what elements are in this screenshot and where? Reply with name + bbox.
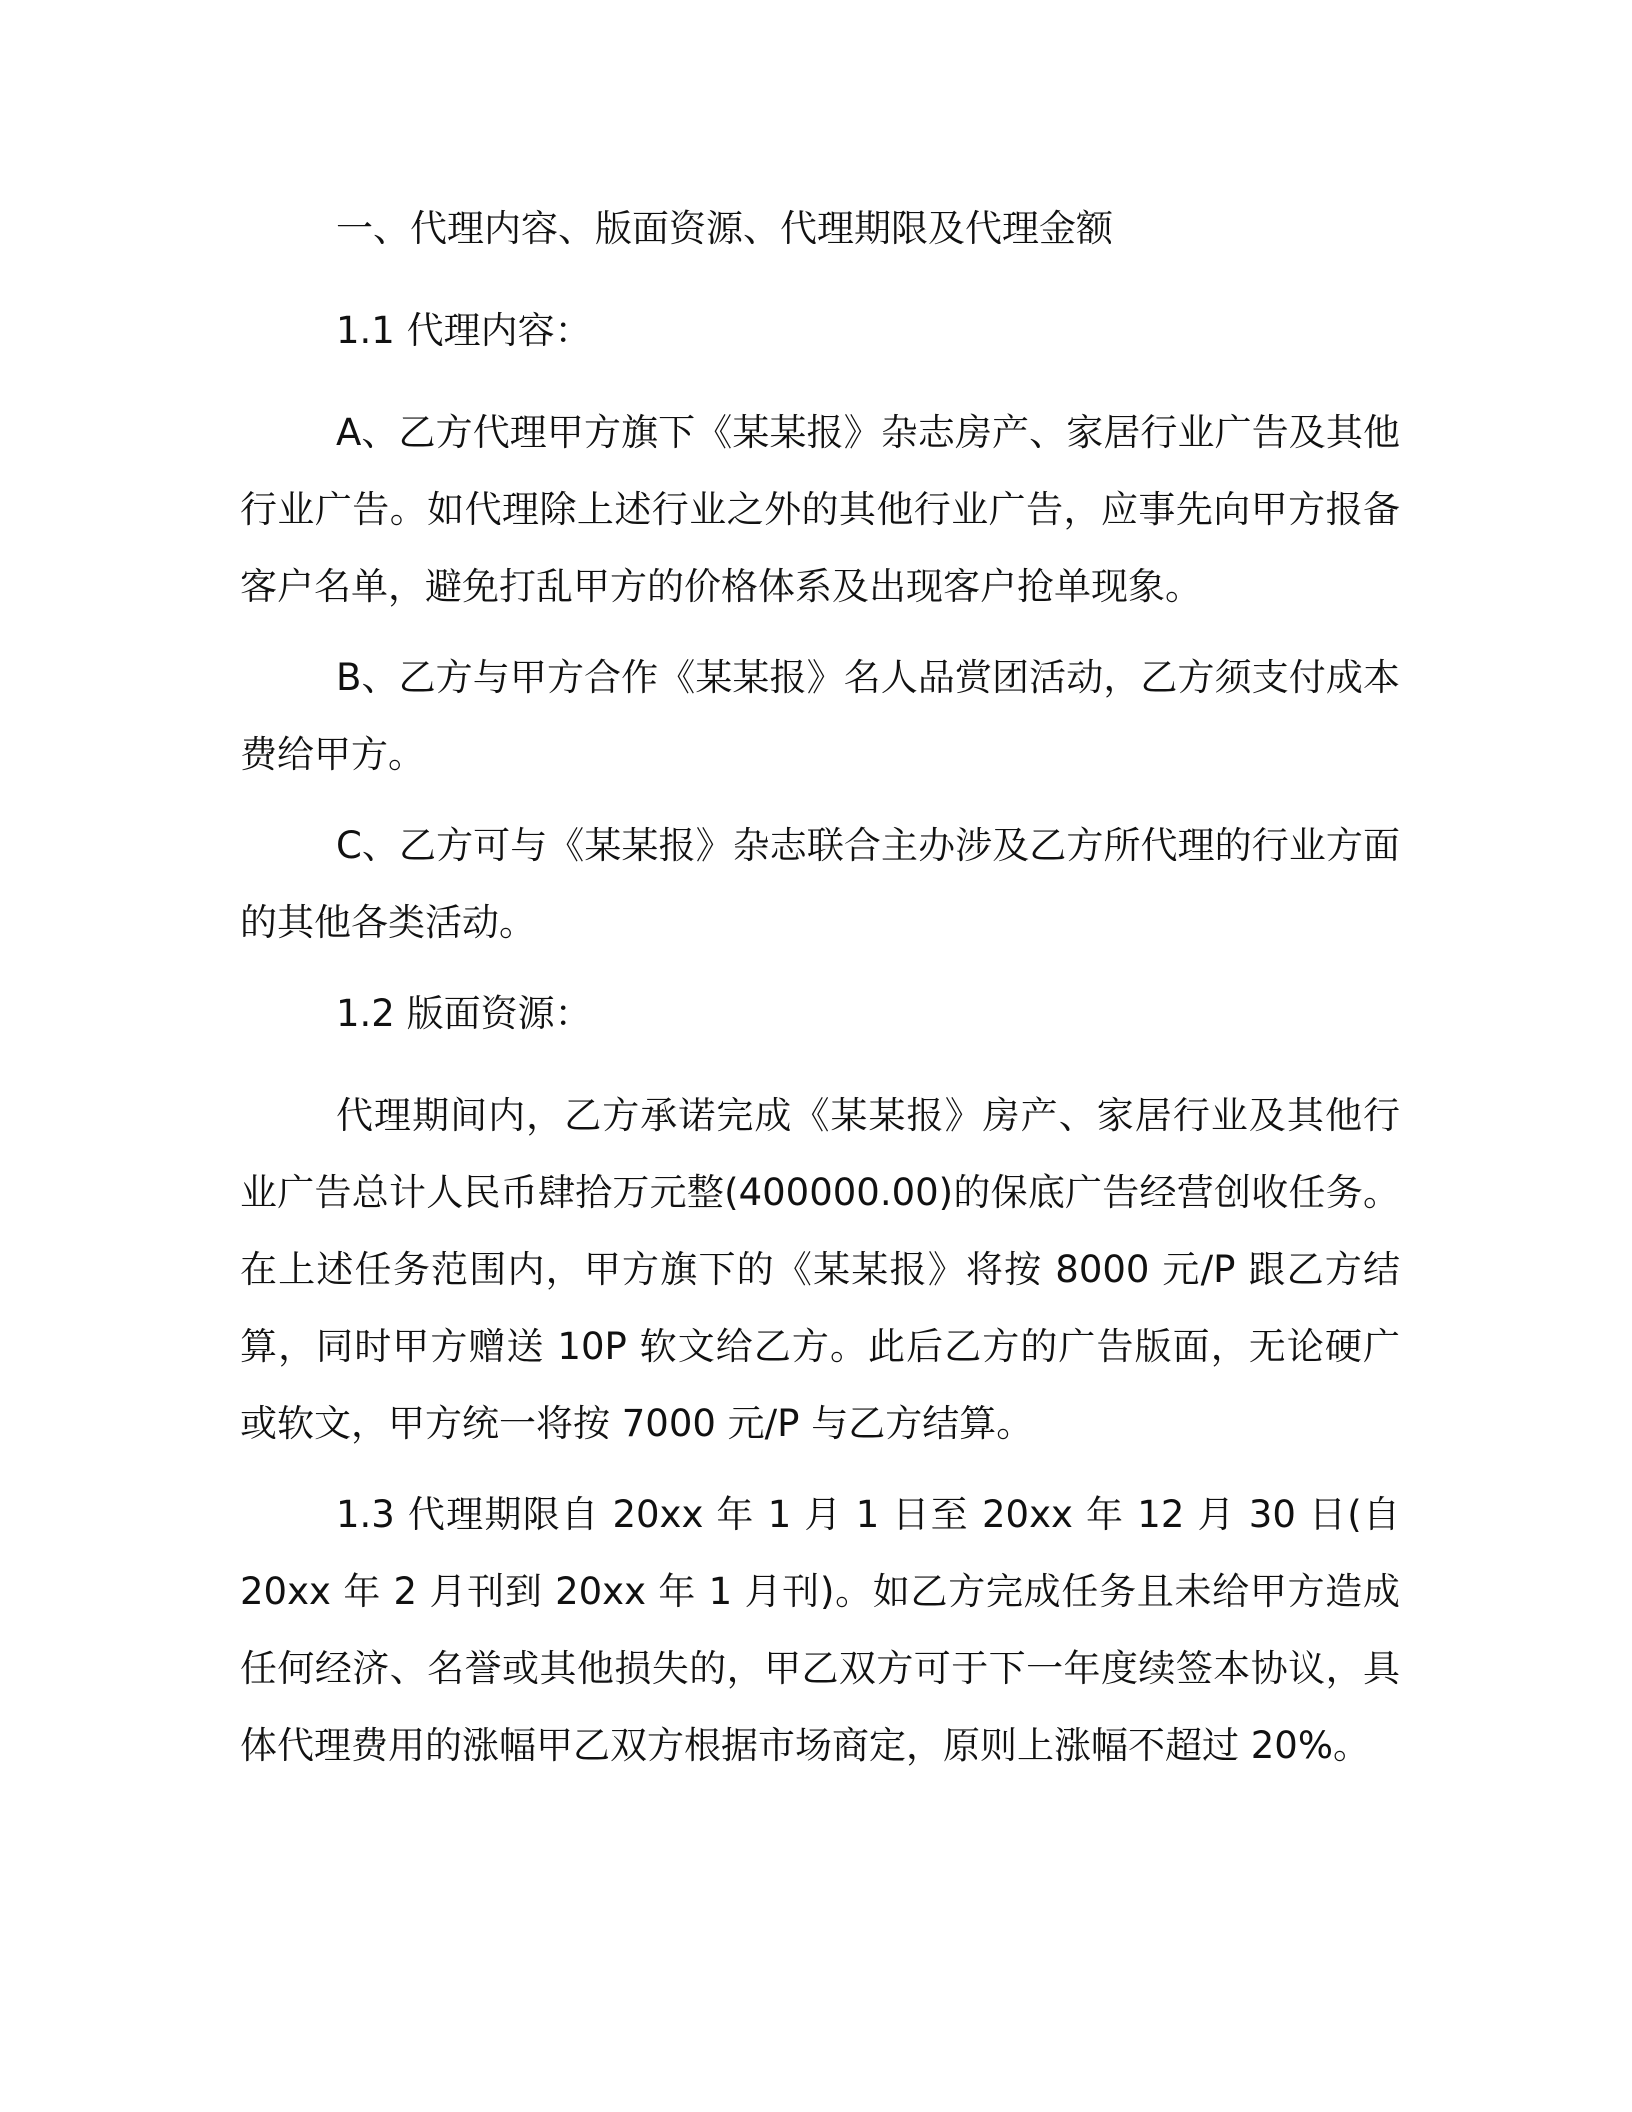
clause-c-paragraph: C、乙方可与《某某报》杂志联合主办涉及乙方所代理的行业方面的其他各类活动。 <box>240 824 1400 944</box>
clause-1-1-heading: 1.1 代理内容： <box>336 309 592 352</box>
clause-1-2-heading: 1.2 版面资源： <box>336 992 592 1035</box>
clause-1-3-paragraph: 1.3 代理期限自 20xx 年 1 月 1 日至 20xx 年 12 月 30 日(自 20xx 年 2 月刊到 20xx 年 1 月刊)。如乙方完成任务且未给甲方造成任何经济、名誉或其他损失的，甲乙双方可于下一年度续签本协议，具体代理费用的涨幅甲乙双方根据市场商定，原则上涨幅不超过 20%。 <box>240 1493 1400 1767</box>
section-heading: 一、代理内容、版面资源、代理期限及代理金额 <box>336 207 1113 250</box>
document-body <box>240 190 1400 1798</box>
clause-b-paragraph: B、乙方与甲方合作《某某报》名人品赏团活动，乙方须支付成本费给甲方。 <box>240 656 1400 776</box>
clause-a-paragraph: A、乙方代理甲方旗下《某某报》杂志房产、家居行业广告及其他行业广告。如代理除上述行业之外的其他行业广告，应事先向甲方报备客户名单，避免打乱甲方的价格体系及出现客户抢单现象。 <box>240 411 1400 608</box>
clause-1-2-paragraph: 代理期间内，乙方承诺完成《某某报》房产、家居行业及其他行业广告总计人民币肆拾万元整(400000.00)的保底广告经营创收任务。在上述任务范围内，甲方旗下的《某某报》将按 8000 元/P 跟乙方结算，同时甲方赠送 10P 软文给乙方。此后乙方的广告版面，无论硬广或软文，甲方统一将按 7000 元/P 与乙方结算。 <box>240 1094 1400 1445</box>
